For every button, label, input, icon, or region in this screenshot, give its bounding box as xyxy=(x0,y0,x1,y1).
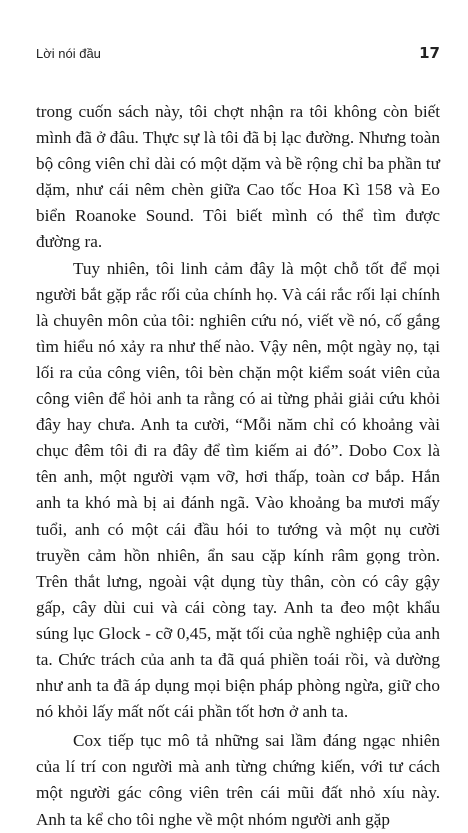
page-body xyxy=(36,99,440,833)
paragraph: trong cuốn sách này, tôi chợt nhận ra tôi không còn biết mình đã ở đâu. Thực sự là tôi đã bị lạc đường. Nhưng toàn bộ công viên chỉ dài có một dặm và bề rộng chỉ ba phần tư dặm, như cái nêm chèn giữa Cao tốc Hoa Kì 158 và Eo biển Roanoke Sound. Tôi biết mình có thể tìm được đường ra. xyxy=(36,102,440,252)
page-number: 17 xyxy=(419,44,440,62)
paragraph: Tuy nhiên, tôi linh cảm đây là một chỗ tốt để mọi người bắt gặp rắc rối của chính họ. Và cái rắc rối lại chính là chuyên môn của tôi: nghiên cứu nó, viết về nó, cố gắng tìm hiểu nó xảy ra như thế nào. Vậy nên, một ngày nọ, tại lối ra của công viên, tôi bèn chặn một kiểm soát viên của công viên để hỏi anh ta rằng có ai từng phải giải cứu khỏi đây hay chưa. Anh ta cười, “Mỗi năm chỉ có khoảng vài chục đêm tôi đi ra đây để tìm kiếm ai đó”. Dobo Cox là tên anh, một người vạm vỡ, hơi thấp, toàn cơ bắp. Hắn anh ta khó mà bị ai đánh ngã. Vào khoảng ba mươi mấy tuổi, anh có một cái đầu hói to tướng và một nụ cười truyền cảm hồn nhiên, ẩn sau cặp kính râm gọng tròn. Trên thắt lưng, ngoài vật dụng tùy thân, còn có cây gậy gấp, cây dùi cui và cái còng tay. Anh ta đeo một khẩu súng lục Glock - cỡ 0,45, mặt tối của nghề nghiệp của anh ta. Chức trách của anh ta đã quá phiền toái rồi, và dường như anh ta đã áp dụng mọi biện pháp phòng ngừa, giữ cho nó khỏi lấy mất nốt cái phần tốt hơn ở anh ta. xyxy=(36,258,440,722)
chapter-title: Lời nói đầu xyxy=(36,46,101,61)
paragraph: Cox tiếp tục mô tả những sai lầm đáng ngạc nhiên của lí trí con người mà anh từng chứng kiến, với tư cách một người gác công viên trên cái mũi đất nhỏ xíu này. Anh ta kể cho tôi nghe về một nhóm người anh gặp xyxy=(36,731,440,829)
running-header xyxy=(36,46,440,66)
